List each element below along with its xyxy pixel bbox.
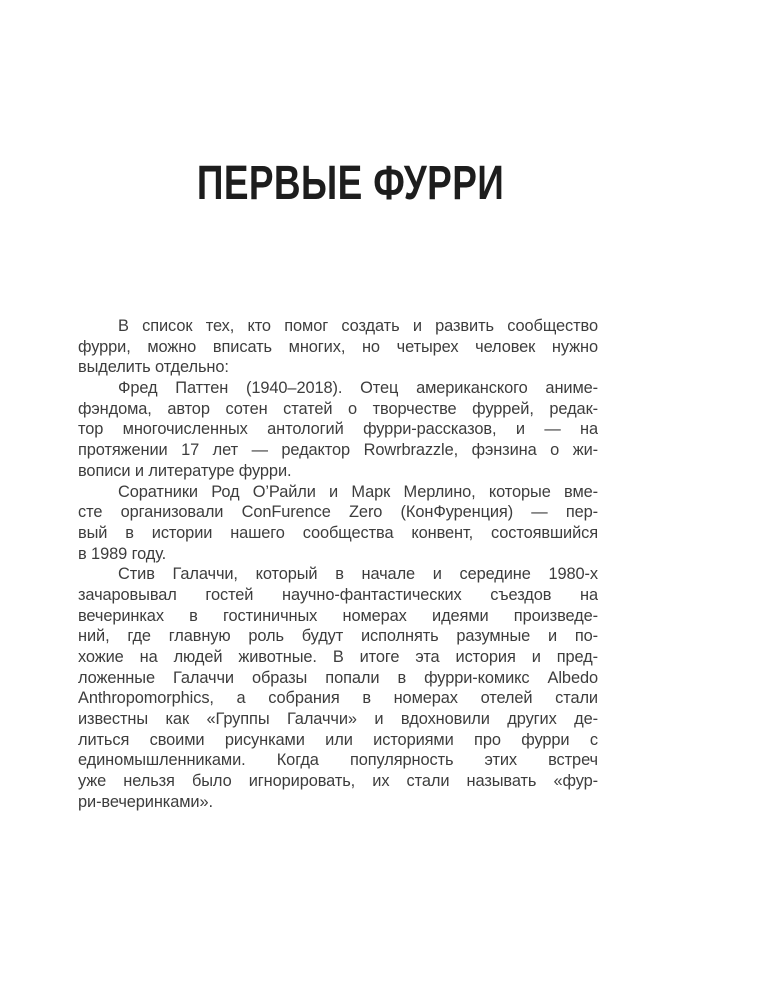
text-line: фурри, можно вписать многих, но четырех человек нужно <box>78 337 598 356</box>
text-line: Стив Галаччи, который в начале и середине 1980-х <box>118 565 598 584</box>
text-line: вый в истории нашего сообщества конвент, состоявшийся <box>78 523 598 542</box>
text-line: фэндома, автор сотен статей о творчестве фуррей, редак- <box>78 399 598 418</box>
body-text <box>78 316 598 813</box>
paragraph <box>78 564 598 812</box>
text-line: ри-вечеринками». <box>78 792 213 811</box>
text-line: Фред Паттен (1940–2018). Отец американского аниме- <box>118 379 598 398</box>
text-line: уже нельзя было игнорировать, их стали называть «фур- <box>78 772 598 791</box>
text-line: В список тех, кто помог создать и развить сообщество <box>118 317 598 335</box>
text-line: известны как «Группы Галаччи» и вдохновили других де- <box>78 710 598 729</box>
chapter-title <box>91 157 611 210</box>
text-line: литься своими рисунками или историями про фурри с <box>78 730 598 749</box>
paragraph <box>78 316 598 378</box>
text-line: хожие на людей животные. В итоге эта история и пред- <box>78 648 598 666</box>
text-line: протяжении 17 лет — редактор Rowrbrazzle, фэнзина о жи- <box>78 441 598 460</box>
paragraph <box>78 378 598 481</box>
text-line: зачаровывал гостей научно-фантастических съездов на <box>78 585 598 604</box>
text-line: вописи и литературе фурри. <box>78 461 292 480</box>
text-line: выделить отдельно: <box>78 358 229 377</box>
text-line: ний, где главную роль будут исполнять разумные и по- <box>78 627 598 646</box>
text-line: Соратники Род О’Райли и Марк Мерлино, которые вме- <box>118 482 598 501</box>
text-line: тор многочисленных антологий фурри-рассказов, и — на <box>78 420 598 439</box>
text-line: единомышленниками. Когда популярность этих встреч <box>78 751 598 770</box>
text-line: сте организовали ConFurence Zero (КонФуренция) — пер- <box>78 503 598 522</box>
paragraph <box>78 482 598 565</box>
text-line: вечеринках в гостиничных номерах идеями произведе- <box>78 606 598 625</box>
chapter-title-text: ПЕРВЫЕ ФУРРИ <box>197 157 505 210</box>
text-line: в 1989 году. <box>78 544 167 563</box>
text-line: ложенные Галаччи образы попали в фурри-комикс Albedo <box>78 668 598 687</box>
text-line: Anthropomorphics, а собрания в номерах отелей стали <box>78 689 598 708</box>
